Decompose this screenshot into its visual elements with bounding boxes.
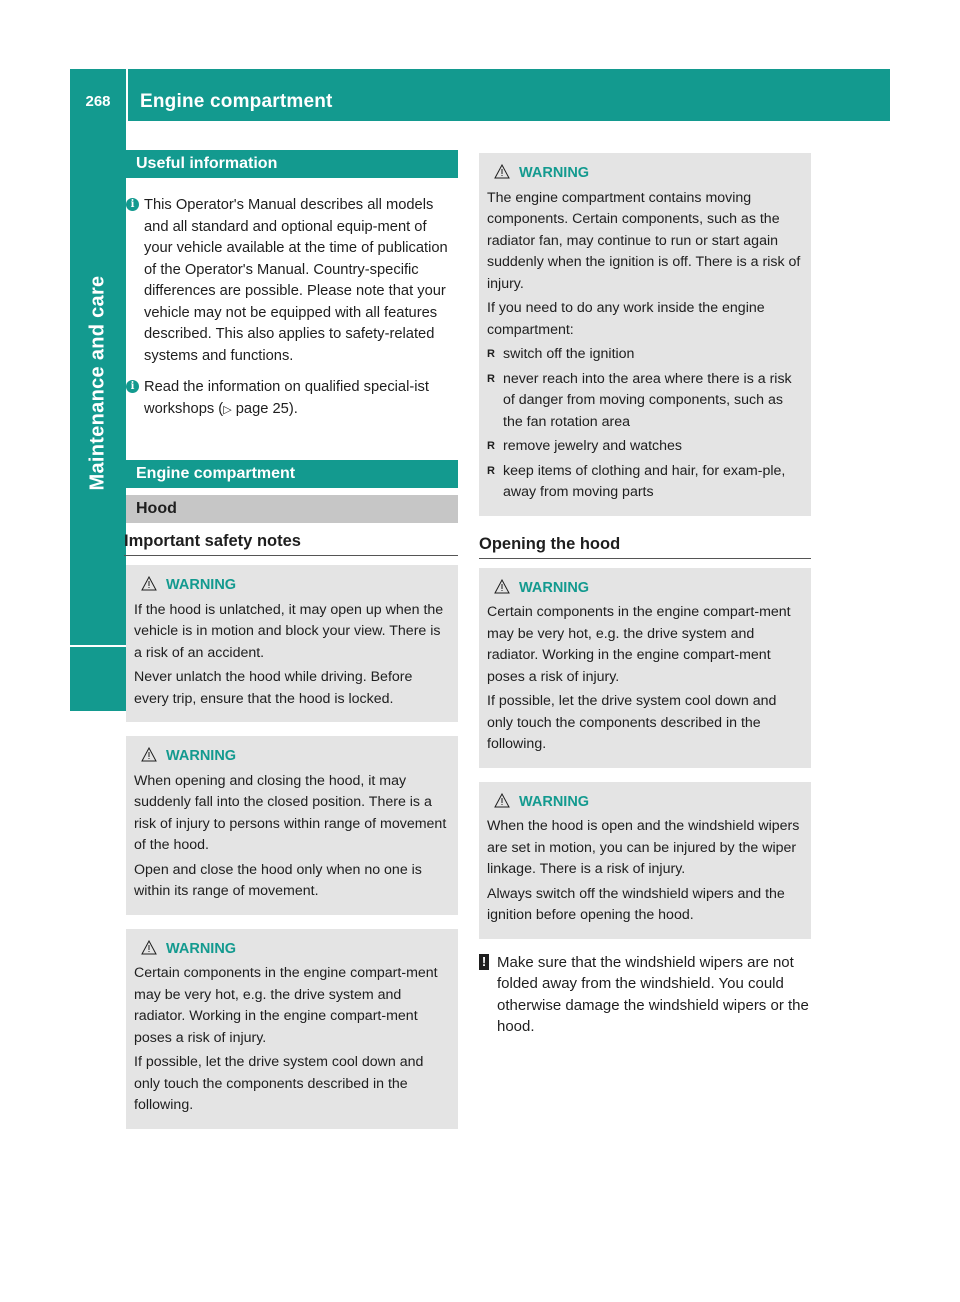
warning-triangle-icon: [141, 940, 157, 955]
warning-box: [479, 782, 811, 939]
warning-text: The engine compartment contains moving components. Certain components, such as the radiator fan, may continue to run or start again suddenly when the ignition is off. There is a risk of injury.: [487, 189, 801, 292]
page-title: Engine compartment: [140, 91, 333, 112]
safety-notes-heading: Important safety notes: [124, 532, 458, 556]
useful-info-heading: Useful information: [126, 150, 458, 178]
warning-text: If the hood is unlatched, it may open up when the vehicle is in motion and block your view. There is a risk of an accident.: [134, 601, 444, 661]
warning-text: Open and close the hood only when no one is within its range of movement.: [134, 861, 422, 899]
warning-box: [479, 153, 811, 516]
notice-note: [479, 952, 811, 1038]
warning-box: [126, 565, 458, 722]
warning-text: When the hood is open and the windshield wipers are set in motion, you can be injured by the wiper linkage. There is a risk of injury.: [487, 818, 800, 877]
warning-text: If you need to do any work inside the engine compartment:: [487, 300, 765, 338]
sidebar-label: Maintenance and care: [86, 275, 109, 491]
left-column: [126, 150, 458, 1129]
warning-triangle-icon: [141, 747, 157, 762]
page-reference-link[interactable]: page 25).: [231, 400, 298, 417]
warning-title: WARNING: [487, 163, 803, 185]
info-icon: i: [126, 380, 139, 393]
info-text: This Operator's Manual describes all models and all standard and optional equip-ment of your vehicle available at the time of publication of the Operator's Manual. Country-specific differences are possible. Please note that your vehicle may not be equipped with all features described. This also applies to safety-related systems and functions.: [144, 197, 448, 364]
warning-title: WARNING: [134, 746, 450, 768]
info-text: Read the information on qualified special-ist workshops (: [144, 379, 429, 417]
warning-text: Never unlatch the hood while driving. Before every trip, ensure that the hood is locked.: [134, 669, 413, 707]
warning-text: Certain components in the engine compart-ment may be very hot, e.g. the drive system and radiator. Working in the engine compart-ment poses a risk of injury.: [487, 604, 791, 685]
warning-triangle-icon: [494, 579, 510, 594]
warning-triangle-icon: [141, 576, 157, 591]
warning-title: WARNING: [487, 792, 803, 814]
warning-text: If possible, let the drive system cool down and only touch the components described in the following.: [487, 693, 777, 752]
warning-text: Always switch off the windshield wipers and the ignition before opening the hood.: [487, 885, 785, 923]
info-icon: i: [126, 198, 139, 211]
info-note: [126, 377, 458, 421]
warning-text: When opening and closing the hood, it may suddenly fall into the closed position. There is a risk of injury to persons within range of movement of the hood.: [134, 772, 447, 853]
sub-heading: Hood: [126, 495, 458, 523]
warning-box: [126, 929, 458, 1129]
list-item: R remove jewelry and watches: [487, 438, 682, 454]
page-header: [70, 69, 890, 121]
warning-text: Certain components in the engine compart-ment may be very hot, e.g. the drive system and radiator. Working in the engine compart-ment poses a risk of injury.: [134, 965, 438, 1046]
warning-title: WARNING: [134, 939, 450, 961]
sidebar-divider: [70, 645, 126, 647]
bullet-list: [487, 344, 803, 504]
warning-triangle-icon: [494, 793, 510, 808]
warning-title: WARNING: [487, 578, 803, 600]
list-item: R keep items of clothing and hair, for exam-ple, away from moving parts: [487, 462, 786, 500]
warning-triangle-icon: [494, 164, 510, 179]
notice-text: Make sure that the windshield wipers are not folded away from the windshield. You could otherwise damage the windshield wipers or the hood.: [497, 953, 809, 1035]
page-reference-icon: ▷: [223, 403, 232, 416]
header-divider: [126, 69, 128, 121]
list-item: R never reach into the area where there is a risk of danger from moving components, such as the fan rotation area: [487, 370, 792, 430]
warning-box: [126, 736, 458, 915]
right-column: [479, 150, 811, 1038]
section-heading: Engine compartment: [126, 460, 458, 488]
page-number: 268: [85, 93, 111, 110]
info-note: [126, 195, 458, 367]
warning-text: If possible, let the drive system cool down and only touch the components described in the following.: [134, 1054, 424, 1113]
opening-hood-heading: Opening the hood: [479, 535, 811, 559]
exclamation-icon: !: [479, 954, 489, 970]
list-item: R switch off the ignition: [487, 346, 635, 362]
warning-title: WARNING: [134, 575, 450, 597]
warning-box: [479, 568, 811, 768]
